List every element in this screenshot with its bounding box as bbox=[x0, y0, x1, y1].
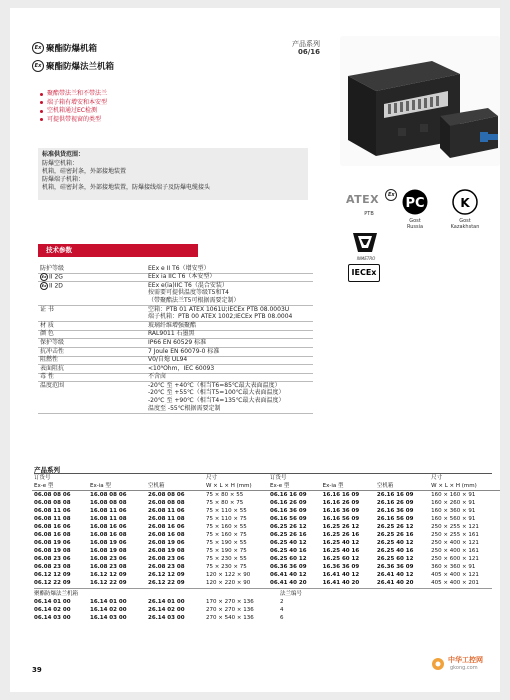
table-cell: 26.08 11 08 bbox=[148, 516, 185, 522]
page-number: 39 bbox=[32, 666, 42, 674]
table-cell: 聚酯防爆法兰机箱 bbox=[34, 591, 79, 597]
spec-value: V0/自熄 UL94 bbox=[148, 356, 188, 364]
spec-value: IP66 EN 60529 标准 bbox=[148, 338, 207, 346]
ex-mark-icon: Ex bbox=[32, 42, 44, 54]
table-cell: 26.08 19 06 bbox=[148, 540, 185, 546]
table-row bbox=[268, 547, 500, 555]
product-table-right bbox=[268, 474, 500, 587]
table-cell: 06.25 60 12 bbox=[270, 556, 307, 562]
spec-value: 空箱：PTB 01 ATEX 1061U;IECEx PTB 08.0003U bbox=[148, 305, 290, 313]
table-cell: 26.25 26 16 bbox=[376, 532, 414, 538]
iecex-logo: IECEx bbox=[348, 264, 380, 282]
table-cell: 405 × 400 × 121 bbox=[431, 572, 479, 578]
gost-kazakhstan-logo bbox=[451, 188, 479, 216]
table-cell: 4 bbox=[280, 607, 284, 613]
table-cell: 16.16 26 09 bbox=[322, 500, 360, 506]
table-cell: 16.41 40 12 bbox=[322, 572, 360, 578]
spec-label: 材 质 bbox=[40, 321, 54, 329]
table-cell: 06.41 40 12 bbox=[270, 572, 307, 578]
svg-text:K: K bbox=[460, 196, 470, 210]
table-cell bbox=[88, 474, 146, 482]
table-cell: 06.16 56 09 bbox=[270, 516, 307, 522]
feature-list bbox=[40, 90, 107, 124]
table-row bbox=[32, 491, 278, 500]
table-cell bbox=[375, 474, 429, 482]
table-cell: 订货号 bbox=[270, 475, 287, 481]
table-cell: 06.25 26 12 bbox=[270, 524, 307, 530]
ex-mark-icon: Ex bbox=[41, 283, 47, 288]
table-cell: 75 × 190 × 55 bbox=[206, 540, 247, 546]
table-cell: 06.14 03 00 bbox=[34, 615, 71, 621]
feature-item: 空机箱通过EC检测 bbox=[40, 107, 107, 116]
table-cell: 26.25 40 12 bbox=[376, 540, 414, 546]
table-cell: 120 × 220 × 90 bbox=[206, 580, 251, 586]
table-cell: 16.12 12 09 bbox=[90, 572, 127, 578]
table-cell bbox=[146, 590, 204, 598]
spec-label: 证 书 bbox=[40, 305, 54, 313]
table-row bbox=[32, 539, 278, 547]
scope-line: 防爆空机箱： bbox=[42, 160, 79, 167]
scope-line: 机箱，硅密封条，外部接地装置 bbox=[42, 168, 127, 175]
table-cell: 250 × 600 × 121 bbox=[431, 556, 479, 562]
table-cell bbox=[146, 474, 204, 482]
table-cell: 法兰编号 bbox=[280, 591, 303, 597]
spec-label: 毒 性 bbox=[40, 373, 54, 381]
table-row bbox=[32, 531, 278, 539]
table-cell: 16.25 26 12 bbox=[322, 524, 360, 530]
spec-row bbox=[38, 281, 313, 306]
table-row bbox=[32, 563, 278, 571]
table-cell: 26.41 40 12 bbox=[376, 572, 414, 578]
table-cell: 6 bbox=[280, 615, 284, 621]
table-row bbox=[32, 499, 278, 507]
table-cell: 16.08 23 08 bbox=[90, 564, 127, 570]
table-cell: 26.14 03 00 bbox=[148, 615, 185, 621]
table-header-row bbox=[32, 474, 278, 482]
table-cell: 75 × 230 × 75 bbox=[206, 564, 247, 570]
table-cell: 160 × 260 × 91 bbox=[431, 500, 476, 506]
table-cell: 75 × 110 × 75 bbox=[206, 516, 247, 522]
spec-row bbox=[38, 305, 313, 322]
table-cell: 尺寸 bbox=[206, 475, 218, 481]
table-cell: 06.16 26 09 bbox=[270, 500, 307, 506]
table-cell: 75 × 110 × 55 bbox=[206, 508, 247, 514]
table-cell bbox=[88, 590, 146, 598]
table-row bbox=[32, 523, 278, 531]
table-cell: 16.14 03 00 bbox=[90, 615, 127, 621]
table-row bbox=[268, 491, 500, 500]
table-cell: 空机箱 bbox=[146, 482, 204, 491]
table-cell: 06.36 36 09 bbox=[270, 564, 307, 570]
table-cell: 16.08 08 06 bbox=[90, 492, 127, 498]
spec-value: <10⁹Ohm，IEC 60093 bbox=[148, 364, 215, 372]
table-cell: Ex-ia 型 bbox=[88, 482, 146, 491]
table-row bbox=[268, 507, 500, 515]
spec-value: （带聚酯法兰T5可根据需要定制） bbox=[148, 296, 240, 304]
table-cell: 26.41 40 20 bbox=[376, 580, 414, 586]
spec-value: 7 Joule EN 60079-0 标准 bbox=[148, 347, 220, 355]
table-cell: 270 × 540 × 136 bbox=[206, 615, 254, 621]
table-cell: 16.25 26 16 bbox=[322, 532, 360, 538]
gost-kazakhstan-label: Gost Kazakhstan bbox=[450, 218, 480, 230]
table-cell: 06.41 40 20 bbox=[270, 580, 307, 586]
table-row bbox=[32, 555, 278, 563]
inmetro-label: INMETRO bbox=[356, 256, 376, 261]
page-title-2: 聚酯防爆法兰机箱 bbox=[46, 62, 115, 72]
table-cell: 06.16 16 09 bbox=[270, 492, 307, 498]
table-cell: 26.25 26 12 bbox=[376, 524, 414, 530]
table-cell: 16.16 36 09 bbox=[322, 508, 360, 514]
table-cell: 06.08 23 08 bbox=[34, 564, 71, 570]
table-row bbox=[32, 507, 278, 515]
table-cell: 16.12 22 09 bbox=[90, 580, 127, 586]
scope-line: 机箱，硅密封条，外部接地装置，防爆接线端子及防爆电缆接头 bbox=[42, 184, 211, 191]
table-cell: 26.08 23 08 bbox=[148, 564, 185, 570]
gear-icon bbox=[430, 656, 446, 672]
table-row bbox=[32, 515, 278, 523]
table-cell: 26.36 36 09 bbox=[376, 564, 414, 570]
table-cell: 75 × 190 × 75 bbox=[206, 548, 247, 554]
table-cell: 06.25 40 12 bbox=[270, 540, 307, 546]
table-cell: 06.12 12 09 bbox=[34, 572, 71, 578]
table-cell: 16.16 56 09 bbox=[322, 516, 360, 522]
table-cell: 26.16 16 09 bbox=[376, 492, 414, 498]
feature-item: 聚酯带法兰和不带法兰 bbox=[40, 90, 107, 99]
table-cell: 26.08 19 08 bbox=[148, 548, 185, 554]
table-cell: 06.08 08 08 bbox=[34, 500, 71, 506]
feature-item: 可提供带视窗的类型 bbox=[40, 116, 107, 125]
table-row bbox=[32, 614, 322, 622]
table-cell: 16.25 40 12 bbox=[322, 540, 360, 546]
table-cell: 405 × 400 × 201 bbox=[431, 580, 479, 586]
table-cell: 尺寸 bbox=[431, 475, 443, 481]
atex-logo: ATEX Ex bbox=[346, 188, 396, 207]
table-cell: 250 × 255 × 121 bbox=[431, 524, 479, 530]
table-row bbox=[268, 571, 500, 579]
spec-value: EEx ia IIC T6（本安型） bbox=[148, 273, 216, 281]
table-cell: W × L × H (mm) bbox=[429, 482, 500, 491]
spec-label: Ex II 2G bbox=[41, 273, 63, 281]
table-cell: Ex-ia 型 bbox=[321, 482, 375, 491]
product-series-title: 产品系列 bbox=[34, 466, 60, 474]
table-row bbox=[268, 555, 500, 563]
spec-row bbox=[38, 381, 313, 413]
table-cell bbox=[321, 474, 375, 482]
table-cell: 16.08 19 06 bbox=[90, 540, 127, 546]
spec-label: 抗冲击性 bbox=[40, 347, 65, 355]
table-cell: 16.16 16 09 bbox=[322, 492, 360, 498]
table-cell: 26.08 08 08 bbox=[148, 500, 185, 506]
table-cell: 06.08 19 06 bbox=[34, 540, 71, 546]
table-cell: 75 × 80 × 55 bbox=[206, 492, 244, 498]
spec-value: 不含卤 bbox=[148, 373, 167, 381]
series-label: 产品系列 06/16 bbox=[292, 40, 320, 56]
table-cell: 16.36 36 09 bbox=[322, 564, 360, 570]
table-cell: 26.25 40 16 bbox=[376, 548, 414, 554]
table-cell: 2 bbox=[280, 599, 284, 605]
table-row bbox=[32, 579, 278, 587]
table-cell: 250 × 400 × 121 bbox=[431, 540, 479, 546]
table-cell: 06.12 22 09 bbox=[34, 580, 71, 586]
table-cell: 360 × 360 × 91 bbox=[431, 564, 476, 570]
table-cell: 06.25 40 16 bbox=[270, 548, 307, 554]
table-cell: 75 × 230 × 55 bbox=[206, 556, 247, 562]
spec-value: 按需要可提供温度等级T5和T4 bbox=[148, 289, 229, 297]
table-cell: Ex-e 型 bbox=[32, 482, 88, 491]
table-header-row bbox=[32, 482, 278, 491]
page-title-1: 聚酯防爆机箱 bbox=[46, 44, 98, 54]
table-header-row bbox=[32, 590, 322, 598]
table-cell: 06.08 19 08 bbox=[34, 548, 71, 554]
scope-title: 标准供货范围： bbox=[42, 151, 85, 158]
table-cell: 16.08 08 08 bbox=[90, 500, 127, 506]
table-row bbox=[32, 606, 322, 614]
inmetro-logo bbox=[350, 230, 380, 256]
table-cell: 16.25 60 12 bbox=[322, 556, 360, 562]
table-cell: 170 × 270 × 136 bbox=[206, 599, 254, 605]
table-cell: 06.14 02 00 bbox=[34, 607, 71, 613]
flange-product-table bbox=[32, 590, 322, 622]
spec-label: 温度范围 bbox=[40, 381, 65, 389]
table-cell: 26.08 08 06 bbox=[148, 492, 185, 498]
table-row bbox=[268, 539, 500, 547]
table-row bbox=[32, 547, 278, 555]
table-cell: 06.08 16 08 bbox=[34, 532, 71, 538]
table-cell: 16.08 11 06 bbox=[90, 508, 127, 514]
table-cell: 120 × 122 × 90 bbox=[206, 572, 251, 578]
table-row bbox=[268, 515, 500, 523]
table-cell: 160 × 560 × 91 bbox=[431, 516, 476, 522]
table-row bbox=[268, 579, 500, 587]
table-cell: 16.08 19 08 bbox=[90, 548, 127, 554]
table-cell: 26.16 26 09 bbox=[376, 500, 414, 506]
table-cell: 06.08 23 06 bbox=[34, 556, 71, 562]
table-cell: 16.08 16 08 bbox=[90, 532, 127, 538]
table-cell: 250 × 255 × 161 bbox=[431, 532, 479, 538]
spec-value: 端子机箱：PTB 00 ATEX 1002;IECEx PTB 08.0004 bbox=[148, 313, 293, 321]
spec-value: -20℃ 至 +90℃（相当T4=135℃最大表面温度） bbox=[148, 397, 285, 405]
table-header-row bbox=[268, 482, 500, 491]
table-row bbox=[268, 499, 500, 507]
table-cell: 26.25 60 12 bbox=[376, 556, 414, 562]
table-cell: 订货号 bbox=[34, 475, 51, 481]
table-header-row bbox=[268, 474, 500, 482]
table-cell: 06.08 16 06 bbox=[34, 524, 71, 530]
table-cell: Ex-e 型 bbox=[268, 482, 321, 491]
table-cell: 75 × 80 × 75 bbox=[206, 500, 244, 506]
catalog-page: Ex 聚酯防爆机箱 Ex 聚酯防爆法兰机箱 产品系列 06/16 聚酯带法兰和不带法兰 端子箱有增安和本安型 空机箱通过EC检测 可提供带视窗的类型 标准供货范围： 防爆空机箱： 机箱，硅密封条，外部接地装置 防爆端子机箱： 机箱，硅密封条，外部接地装置，防爆接线端子及防爆电缆接头 ATEX Ex PTB PC Gost Russia K Gost Kazakhstan INMETRO IECEx 技术参数 防护等级 EEx e II T6（增安型） Ex II 2G EEx ia IIC T6（本安型） Ex II 2D EEx e(ia)IIC T6（混合安装） 按需要可提供温度等级T5和T4 （带聚酯法兰T5可根据需要定制） 证 书 空箱：PTB 01 ATEX 1061U;IECEx PTB 08.0003U 端子机箱：PTB 00 ATEX 1002;IECEx PTB 08.0004 材 质 玻璃纤维增强聚酯 颜 色 RAL9011 石墨黑 保护等级 IP66 EN 60529 标准 抗冲击性 7 Joule EN 60079-0 标准 阻燃性 V0/自熄 UL94 表面阻抗 <10⁹Ohm，IEC 60093 毒 性 不含卤 温度范围 -20℃ 至 +40℃（相当T6=85℃最大表面温度） -20℃ 至 +55℃（相当T5=100℃最大表面温度） -20℃ 至 +90℃（相当T4=135℃最大表面温度） 温度至 -55℃根据需要定制 产品系列 订货号 尺寸 Ex-e 型 Ex-ia 型 空机箱 W × L × H (mm) 06.08 08 06 16.08 08 06 26.08 08 06 75 × 80 × 55 06.08 08 08 16.08 08 08 26.08 08 08 75 × 80 × 75 06.08 11 06 16.08 11 06 26.08 11 06 75 × 110 × 55 06.08 11 08 16.08 11 08 26.08 11 08 75 × 110 × 75 06.08 16 06 16.08 16 06 26.08 16 06 75 × 160 × 55 06.08 16 08 16.08 16 08 26.08 16 08 75 × 160 × 75 06.08 19 06 16.08 19 06 26.08 19 06 75 × 190 × 55 06.08 19 08 16.08 19 08 26.08 19 08 75 × 190 × 75 06.08 23 06 16.08 23 06 26.08 23 06 75 × 230 × 55 06.08 23 08 16.08 23 08 26.08 23 08 75 × 230 × 75 06.12 12 09 16.12 12 09 26.12 12 09 120 × 122 × 90 06.12 22 09 16.12 22 09 26.12 22 09 120 × 220 × 90 订货号 尺寸 Ex-e 型 Ex-ia 型 空机箱 W × L × H (mm) 06.16 16 09 16.16 16 09 26.16 16 09 160 × 160 × 91 06.16 26 09 16.16 26 09 26.16 26 09 160 × 260 × 91 06.16 36 09 16.16 36 09 26.16 36 09 160 × 360 × 91 06.16 56 09 16.16 56 09 26.16 56 09 160 × 560 × 91 06.25 26 12 16.25 26 12 26.25 26 12 250 × 255 × 121 06.25 26 16 16.25 26 16 26.25 26 16 250 × 255 × 161 06.25 40 12 16.25 40 12 26.25 40 12 250 × 400 × 121 06.25 40 16 16.25 40 16 26.25 40 16 250 × 400 × 161 06.25 60 12 16.25 60 12 26.25 60 12 250 × 600 × 121 06.36 36 09 16.36 36 09 26.36 36 09 360 × 360 × 91 06.41 40 12 16.41 40 12 26.41 40 12 405 × 400 × 121 06.41 40 20 16.41 40 20 26.41 40 20 405 × 400 × 201 聚酯防爆法兰机箱 法兰编号 06.14 01 00 16.14 01 00 26.14 01 00 170 × 270 × 136 2 06.14 02 00 16.14 02 00 26.14 02 00 270 × 270 × 136 4 06.14 03 00 16.14 03 00 26.14 03 00 270 × 540 × 136 6 39 中华工控网 gkong.com bbox=[10, 8, 500, 692]
table-cell: 26.16 36 09 bbox=[376, 508, 414, 514]
spec-value: RAL9011 石墨黑 bbox=[148, 330, 195, 338]
spec-value: 温度至 -55℃根据需要定制 bbox=[148, 404, 221, 412]
table-cell: 75 × 160 × 75 bbox=[206, 532, 247, 538]
ex-mark-icon: Ex bbox=[32, 60, 44, 72]
ex-mark-icon: Ex bbox=[41, 275, 47, 280]
ptb-label: PTB bbox=[364, 211, 374, 217]
tech-params-heading: 技术参数 bbox=[38, 244, 198, 257]
table-cell: 06.25 26 16 bbox=[270, 532, 307, 538]
scope-line: 防爆端子机箱： bbox=[42, 176, 85, 183]
spec-value: EEx e II T6（增安型） bbox=[148, 264, 210, 272]
product-table-left bbox=[32, 474, 278, 587]
table-cell: 26.14 02 00 bbox=[148, 607, 185, 613]
spec-label: 表面阻抗 bbox=[40, 364, 65, 372]
table-cell: 空机箱 bbox=[375, 482, 429, 491]
table-row bbox=[268, 531, 500, 539]
spec-value: -20℃ 至 +40℃（相当T6=85℃最大表面温度） bbox=[148, 381, 281, 389]
table-cell: 250 × 400 × 161 bbox=[431, 548, 479, 554]
table-cell: 26.08 23 06 bbox=[148, 556, 185, 562]
table-cell: 06.16 36 09 bbox=[270, 508, 307, 514]
enclosure-photo bbox=[340, 36, 500, 166]
table-cell: 160 × 360 × 91 bbox=[431, 508, 476, 514]
table-cell: 06.08 08 06 bbox=[34, 492, 71, 498]
feature-item: 端子箱有增安和本安型 bbox=[40, 99, 107, 108]
spec-label: 阻燃性 bbox=[40, 356, 59, 364]
table-cell: 26.08 16 08 bbox=[148, 532, 185, 538]
table-cell: 26.12 12 09 bbox=[148, 572, 185, 578]
table-cell: 26.16 56 09 bbox=[376, 516, 414, 522]
table-row bbox=[268, 563, 500, 571]
table-cell: W × L × H (mm) bbox=[204, 482, 278, 491]
spec-value: EEx e(ia)IIC T6（混合安装） bbox=[148, 281, 228, 289]
table-row bbox=[32, 598, 322, 606]
spec-label: 防护等级 bbox=[40, 264, 65, 272]
table-cell: 16.08 11 08 bbox=[90, 516, 127, 522]
table-cell: 16.08 23 06 bbox=[90, 556, 127, 562]
table-cell: 16.41 40 20 bbox=[322, 580, 360, 586]
table-cell: 75 × 160 × 55 bbox=[206, 524, 247, 530]
standard-scope-box bbox=[38, 148, 308, 200]
table-cell: 26.08 11 06 bbox=[148, 508, 185, 514]
table-cell: 16.14 01 00 bbox=[90, 599, 127, 605]
table-cell: 06.08 11 08 bbox=[34, 516, 71, 522]
table-cell: 26.14 01 00 bbox=[148, 599, 185, 605]
table-cell: 26.12 22 09 bbox=[148, 580, 185, 586]
table-row bbox=[268, 523, 500, 531]
spec-label: 颜 色 bbox=[40, 330, 54, 338]
spec-label: Ex II 2D bbox=[41, 282, 63, 290]
gost-russia-logo bbox=[401, 188, 429, 216]
spec-value: 玻璃纤维增强聚酯 bbox=[148, 321, 197, 329]
table-cell: 26.08 16 06 bbox=[148, 524, 185, 530]
table-cell: 06.14 01 00 bbox=[34, 599, 71, 605]
spec-label: 保护等级 bbox=[40, 338, 65, 346]
table-cell: 160 × 160 × 91 bbox=[431, 492, 476, 498]
table-cell: 270 × 270 × 136 bbox=[206, 607, 254, 613]
table-cell bbox=[204, 590, 278, 598]
spec-value: -20℃ 至 +55℃（相当T5=100℃最大表面温度） bbox=[148, 389, 285, 397]
table-row bbox=[32, 571, 278, 579]
table-cell: 06.08 11 06 bbox=[34, 508, 71, 514]
table-cell: 16.08 16 06 bbox=[90, 524, 127, 530]
gost-russia-label: Gost Russia bbox=[406, 218, 424, 230]
svg-text:PC: PC bbox=[405, 196, 425, 211]
table-cell: 16.14 02 00 bbox=[90, 607, 127, 613]
table-cell: 16.25 40 16 bbox=[322, 548, 360, 554]
